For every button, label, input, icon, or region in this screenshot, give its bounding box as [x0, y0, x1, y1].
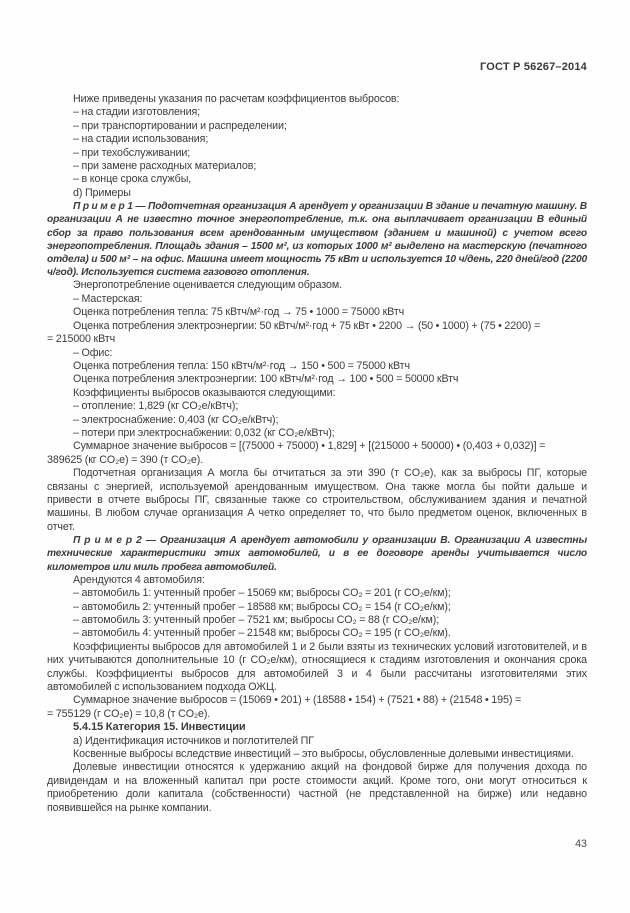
- paragraph: – на стадии использования;: [73, 133, 209, 146]
- paragraph: Суммарное значение выбросов = (15069 • 201) + (18588 • 154) + (7521 • 88) + (21548 • 195) =: [73, 694, 522, 707]
- paragraph: – потери при электроснабжении: 0,032 (кг CO₂е/кВтч);: [73, 426, 335, 439]
- paragraph: – автомобиль 4: учтенный пробег – 21548 км; выбросы CO₂ = 195 (г CO₂е/км).: [73, 627, 451, 640]
- paragraph: d) Примеры: [73, 186, 131, 199]
- paragraph: Суммарное значение выбросов = [(75000 + 75000) • 1,829] + [(215000 + 50000) • (0,403 + 0,032)] =: [73, 440, 546, 453]
- paragraph: Ниже приведены указания по расчетам коэффициентов выбросов:: [73, 93, 400, 105]
- paragraph: Долевые инвестиции относятся к удержанию акций на фондовой бирже для получения дохода по дивидендам и на вложенный капитал при росте стоимости акций. Кроме того, они могут относиться к приобретению доли капитала (собственности) частной (не представленной на бирже) или недавно появившейся на рынке компании.: [47, 761, 587, 814]
- formula-continuation-line: 389625 (кг CO₂е) = 390 (т CO₂е).: [47, 453, 204, 466]
- paragraph: Оценка потребления электроэнергии: 50 кВтч/м²·год + 75 кВт • 2200 → (50 • 1000) + (75 • 2200) =: [73, 319, 541, 332]
- formula-continuation-line: = 755129 (г CO₂е) = 10,8 (т CO₂е).: [47, 707, 211, 720]
- paragraph: Оценка потребления электроэнергии: 100 кВтч/м²·год → 100 • 500 = 50000 кВтч: [73, 373, 459, 386]
- paragraph: Подотчетная организация А могла бы отчитаться за эти 390 (т CO₂е), как за выбросы ПГ, которые связаны с энергией, используемой арендованным имуществом. Она также могла бы пойти дальше и привести в отчете выбросы ПГ, связанные также со строительством, обслуживанием здания и печатной машины. В любом случае организация А четко определяет то, что было предметом оценок, включенных в отчет.: [47, 467, 587, 533]
- paragraph: – при техобслуживании;: [73, 146, 191, 159]
- paragraph: – электроснабжение: 0,403 (кг CO₂е/кВтч);: [73, 413, 279, 426]
- example-paragraph: П р и м е р 2 — Организация А арендует автомобили у организации В. Организации А известны технические характеристики этих автомобилей, и в ее договоре аренды учитывается число километров или миль пробега автомобилей.: [47, 535, 587, 573]
- paragraph: – автомобиль 1: учтенный пробег – 15069 км; выбросы CO₂ = 201 (г CO₂е/км);: [73, 587, 451, 600]
- document-header-standard-number: ГОСТ Р 56267–2014: [479, 61, 587, 73]
- page-number: 43: [575, 838, 587, 850]
- paragraph: Энергопотребление оценивается следующим образом.: [73, 279, 343, 292]
- formula-continuation-line: = 215000 кВтч: [47, 333, 116, 346]
- paragraph: Арендуются 4 автомобиля:: [73, 573, 205, 586]
- paragraph: – при транспортировании и распределении;: [73, 119, 287, 132]
- paragraph: – при замене расходных материалов;: [73, 160, 257, 173]
- paragraph: Коэффициенты выбросов оказываются следующими:: [73, 386, 336, 399]
- paragraph: Косвенные выбросы вследствие инвестиций – это выбросы, обусловленные долевыми инвестициями.: [73, 748, 574, 761]
- paragraph: – отопление: 1,829 (кг CO₂е/кВтч);: [73, 400, 239, 413]
- paragraph: Оценка потребления тепла: 75 кВтч/м²·год → 75 • 1000 = 75000 кВтч: [73, 306, 405, 319]
- section-heading: 5.4.15 Категория 15. Инвестиции: [73, 721, 246, 734]
- document-body: [47, 93, 587, 815]
- paragraph: – Мастерская:: [73, 292, 143, 305]
- example-paragraph: П р и м е р 1 — Подотчетная организация А арендует у организации В здание и печатную машину. В организации А не известно точное энергопотребление, т.к. она выплачивает организации В единый сбор за право пользования всем арендованным имуществом (зданием и машиной) с учетом всего энергопотребления. Площадь здания – 1500 м², из которых 1000 м² выделено на мастерскую (печатного отдела) и 500 м² – на офис. Машина имеет мощность 75 кВт и используется 10 ч/день, 220 дней/год (2200 ч/год). Используется система газового отопления.: [47, 201, 587, 279]
- paragraph: – автомобиль 2: учтенный пробег – 18588 км; выбросы CO₂ = 154 (г CO₂е/км);: [73, 600, 451, 613]
- paragraph: Оценка потребления тепла: 150 кВтч/м²·год → 150 • 500 = 75000 кВтч: [73, 359, 410, 372]
- paragraph: Коэффициенты выбросов для автомобилей 1 и 2 были взяты из технических условий изготовителей, и в них учитываются дополнительные 10 (г CO₂е/км), относящиеся к стадиям изготовления и окончания срока службы. Коэффициенты выбросов для автомобилей 3 и 4 были рассчитаны изготовителями этих автомобилей с использованием подхода ОЖЦ.: [47, 640, 587, 694]
- paragraph: – Офис:: [73, 346, 113, 359]
- paragraph: – на стадии изготовления;: [73, 106, 201, 119]
- paragraph: – в конце срока службы,: [73, 173, 192, 186]
- paragraph: – автомобиль 3: учтенный пробег – 7521 км; выбросы CO₂ = 88 (г CO₂е/км);: [73, 614, 440, 627]
- paragraph: а) Идентификация источников и поглотителей ПГ: [73, 734, 314, 747]
